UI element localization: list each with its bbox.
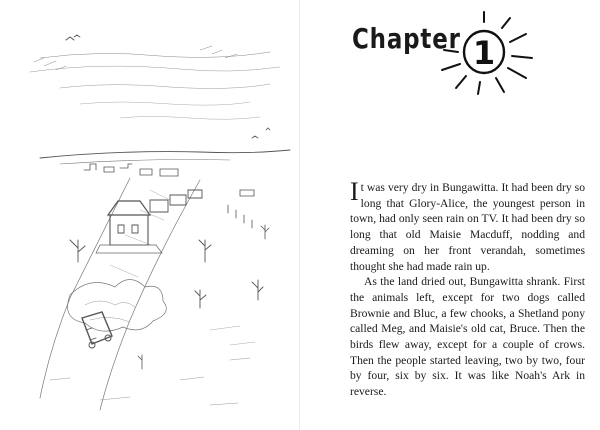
paragraph-2: As the land dried out, Bungawitta shrank. First the animals left, except for two dogs called Brownie and Bluc, a few chooks, a Shetland pony called Meg, and Maisie's old cat, Bruce. Then the birds flew away, except for a couple of crows. Then the people started leaving, two by two, four by four, six by six. It was like Noah's Ark in reverse.: [350, 275, 585, 399]
right-page: [300, 0, 600, 430]
paragraph-1: [350, 177, 585, 274]
story-text: [350, 177, 585, 400]
chapter-number: 1: [472, 34, 496, 72]
paragraph-1-text: t was very dry in Bungawitta. It had been dry so long that Glory-Alice, the youngest person in town, had only seen rain on TV. It had been dry so long that old Maisie Macduff, nodding and dreaming on her front verandah, sometimes thought she had made rain up.: [350, 181, 585, 273]
drop-cap: I: [350, 177, 359, 206]
chapter-heading: [352, 8, 552, 98]
chapter-word: Chapter: [352, 22, 461, 55]
